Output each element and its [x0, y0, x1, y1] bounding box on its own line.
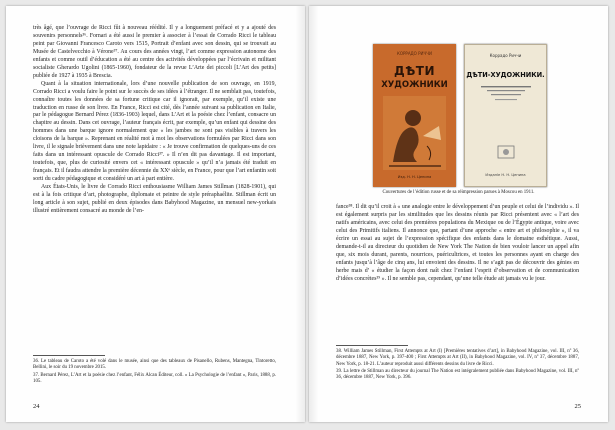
gutter-shadow: [295, 6, 305, 422]
book-covers-figure: [373, 44, 547, 187]
reprint-cover: [464, 44, 547, 187]
left-body-text: [33, 25, 276, 216]
footnote-39: 39. La lettre de Stillman au directeur du journal The Nation est intégralement publiée dans Babyhood Magazine, vol. III, nº 36, décembre 1887, New York, p. 396.: [336, 368, 579, 381]
cover-b-text-lines: [477, 85, 535, 105]
right-footnotes: [336, 345, 579, 382]
cover-b-emblem: [497, 145, 515, 159]
cover-a-publisher: Изд. Н. Н. Ценина: [397, 175, 432, 179]
footnote-38: 38. William James Stillman, First Attempts at Art (I) [Premières tentatives d’art], in Babyhood Magazine, vol. III, nº 36, décembre 1887, New York, p. 397-400 ; First Attempts at Art (II), in Babyhood Magazine, vol. IV, nº 37, décembre 1887, New York, p. 18-21. L’auteur reproduit aussi différents dessins du livre de Ricci.: [336, 349, 579, 367]
cover-a-title-2: ХУДОЖНИКИ: [381, 80, 448, 90]
right-body-text: [336, 204, 579, 284]
cover-a-author: КОРРАДО РИЧЧИ: [397, 51, 432, 56]
cover-a-title-1: ДѢТИ: [394, 64, 435, 78]
page-number-right: 25: [574, 403, 581, 410]
right-paragraph-1: fance³⁸. Il dit qu’il croit à « une analogie entre le développement d’un peuple et celui de l’individu ». Il est également surpris par les similitudes que les dessins réunis par Ricci présentent avec « l’art des natifs américains, avec celui des premières populations du Mexique ou de l’Égypte antique, voire avec celui des Primitifs italiens. Il annonce que, partant d’une approche « entre art et philosophie », il va écrire un essai au sujet de l’expression spécifique des enfants dans le domaine esthétique. Aussi, demande-t-il au directeur du quotidien de New York The Nation de bien vouloir lancer un appel afin que, six mois durant, parents, nourrices, puéricultrices, et toutes les personnes ayant en charge des enfants jusqu’à l’âge de cinq ans, lui envoient des dessins. Il ne s’agit pas de découvrir des génies en herbe mais d’ « étudier la façon dont naît chez l’enfant l’esprit d’observation et de communication d’idées concrètes³⁹ ». Il ne semble pas, cependant, qu’une telle étude ait jamais vu le jour.: [336, 204, 579, 282]
page-number-left: 24: [33, 403, 40, 410]
cover-b-title: ДѢТИ-ХУДОЖНИКИ.: [466, 71, 545, 79]
footnote-rule: [336, 345, 408, 346]
cover-a-illustration: [383, 96, 446, 170]
cover-b-publisher: Изданіе Н. Н. Ценина: [485, 173, 526, 177]
gutter-shadow: [309, 6, 319, 422]
left-paragraph-2: Quant à la situation internationale, lors d’une nouvelle publication de son ouvrage, en 1919, Corrado Ricci a voulu faire le point sur le succès de ses idées à l’étranger. Il ne semblait pas, toutefois, connaître toutes les données de sa fortune critique car il ignorait, par exemple, qu’il existe une traduction en russe de son livre. En France, Ricci est cité, dès l’année suivant sa publication en Italie, par le pédagogue Bernard Pérez (1836-1903) lequel, dans L’Art et la poésie chez l’enfant, consacre un chapitre au dessin. Dans cet ouvrage, l’auteur français écrit, par exemple, qu’un enfant qui dessine des hommes dans une barque ignore normalement que « les jambes ne sont pas visibles à travers les cloisons de la barque ». Reprenant en réalité mot à mot les observations formulées par Ricci dans son livre, il le signale brièvement dans une note lapidaire : « Je trouve confirmation de quelques-uns de ces faits dans un intéressant opuscule de Corrado Ricci³⁷. » Il n’en dit pas davantage. Il est important, toutefois, que, plus de curiosité envers cet « intéressant opuscule » qu’il n’a jamais été traduit en français. Et il faudra attendre la première décennie du XXᵉ siècle, en France, pour que l’art enfantin soit sorti du cadre pédagogique et considéré un art à part entière.: [33, 80, 276, 183]
cover-b-author: Коррадо Риччи: [489, 53, 522, 58]
footnote-37: 37. Bernard Pérez, L’Art et la poésie chez l’enfant, Félix Alcan Éditeur, coll. « La Psychologie de l’enfant », Paris, 1888, p. 105.: [33, 372, 276, 384]
left-footnotes: [33, 355, 276, 386]
left-paragraph-3: Aux États-Unis, le livre de Corrado Ricci enthousiasme William James Stillman (1828-1901), qui est à la fois critique d’art, photographe, diplomate et peintre de style préraphaélite. Stillman écrit un long article à son sujet, publié en deux épisodes dans Babyhood Magazine, un mensuel new-yorkais illustré entièrement consacré au monde de l’en-: [33, 184, 276, 214]
footnote-36: 36. Le tableau de Caroto a été volé dans le musée, ainsi que des tableaux de Pisanello, Rubens, Mantegna, Tintoretto, Bellini, le soir du 19 novembre 2015.: [33, 359, 276, 371]
left-page: [6, 6, 305, 422]
footnote-rule: [33, 355, 105, 356]
russian-edition-cover: [373, 44, 456, 187]
figure-caption: Couvertures de l’édition russe et de sa réimpression parues à Moscou en 1911.: [382, 190, 535, 195]
right-page: [309, 6, 608, 422]
left-paragraph-1: très âgé, que l’ouvrage de Ricci fût à nouveau réédité. Il y a longuement préfacé et y a ajouté des souvenirs personnels³⁶. Fornari a été aussi le premier à associer à l’essai de Corrado Ricci le tableau peint par Giovanni Francesco Caroto vers 1515, Portrait d’enfant avec son dessin, qui se trouvait au Musée de Castelvecchio à Vérone³⁷. Au cours des années vingt, l’art comme expression autonome des enfants et comme outil d’éducation a été au centre des activités développées par l’écrivain et militant socialiste Gherardo Ugolini (1865-1960), fondateur de la revue L’Arte dei piccoli [L’Art des petits] publiée de 1927 à 1935 à Brescia.: [33, 25, 276, 79]
